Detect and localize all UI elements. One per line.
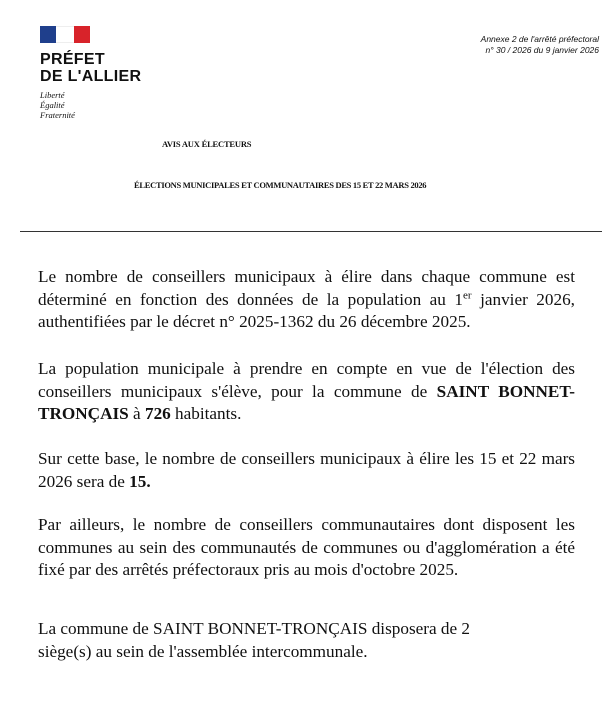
paragraph-seats xyxy=(38,618,575,663)
motto-liberte: Liberté xyxy=(40,90,65,100)
commune-name: SAINT BONNET-TRONÇAIS xyxy=(38,381,575,423)
annex-line-1: Annexe 2 de l'arrêté préfectoral xyxy=(480,34,599,44)
p2-text-a: La population municipale à prendre en compte en vue de l'élection des conseillers municipaux s'élève, pour la commune de xyxy=(38,359,575,401)
p5-line-2: siège(s) au sein de l'assemblée intercommunale. xyxy=(38,641,368,661)
motto-egalite: Égalité xyxy=(40,100,65,110)
population-value: 726 xyxy=(144,404,171,423)
prefect-line-2: DE L'ALLIER xyxy=(40,68,142,85)
prefecture-logo xyxy=(40,26,141,120)
prefect-line-1: PRÉFET xyxy=(40,51,105,68)
paragraph-community-councillors xyxy=(38,514,575,582)
elections-title: ÉLECTIONS MUNICIPALES ET COMMUNAUTAIRES DES 15 ET 22 MARS 2026 xyxy=(134,180,427,190)
p1-text-a: Le nombre de conseillers municipaux à élire dans chaque commune est déterminé en fonction des données de la population au 1 xyxy=(38,267,575,309)
p2-text-b: à xyxy=(128,404,145,423)
motto xyxy=(40,90,141,120)
annex-reference xyxy=(481,34,599,56)
paragraph-councillor-count xyxy=(38,448,575,493)
p4-text: Par ailleurs, le nombre de conseillers communautaires dont disposent les communes au sein des communautés de communes ou d'agglomération a été fixé par des arrêtés préfectoraux pris au mois d'octobre 2025. xyxy=(38,515,575,579)
p2-text-c: habitants. xyxy=(170,404,242,423)
motto-fraternite: Fraternité xyxy=(40,110,75,120)
notice-title: AVIS AUX ÉLECTEURS xyxy=(162,139,252,149)
paragraph-population xyxy=(38,358,575,426)
paragraph-population-basis xyxy=(38,266,575,334)
councillor-count: 15. xyxy=(129,471,151,491)
p3-text-a: Sur cette base, le nombre de conseillers municipaux à élire les 15 et 22 mars 2026 sera de xyxy=(38,449,575,491)
marianne-flag-icon xyxy=(40,26,90,43)
p1-text-b: janvier 2026, authentifiées par le décret n° 2025-1362 du 26 décembre 2025. xyxy=(38,289,575,331)
divider xyxy=(20,231,602,232)
prefect-title xyxy=(40,51,141,85)
annex-line-2: n° 30 / 2026 du 9 janvier 2026 xyxy=(485,45,599,55)
p1-superscript: er xyxy=(463,288,472,301)
p5-line-1: La commune de SAINT BONNET-TRONÇAIS disposera de 2 xyxy=(38,619,471,638)
